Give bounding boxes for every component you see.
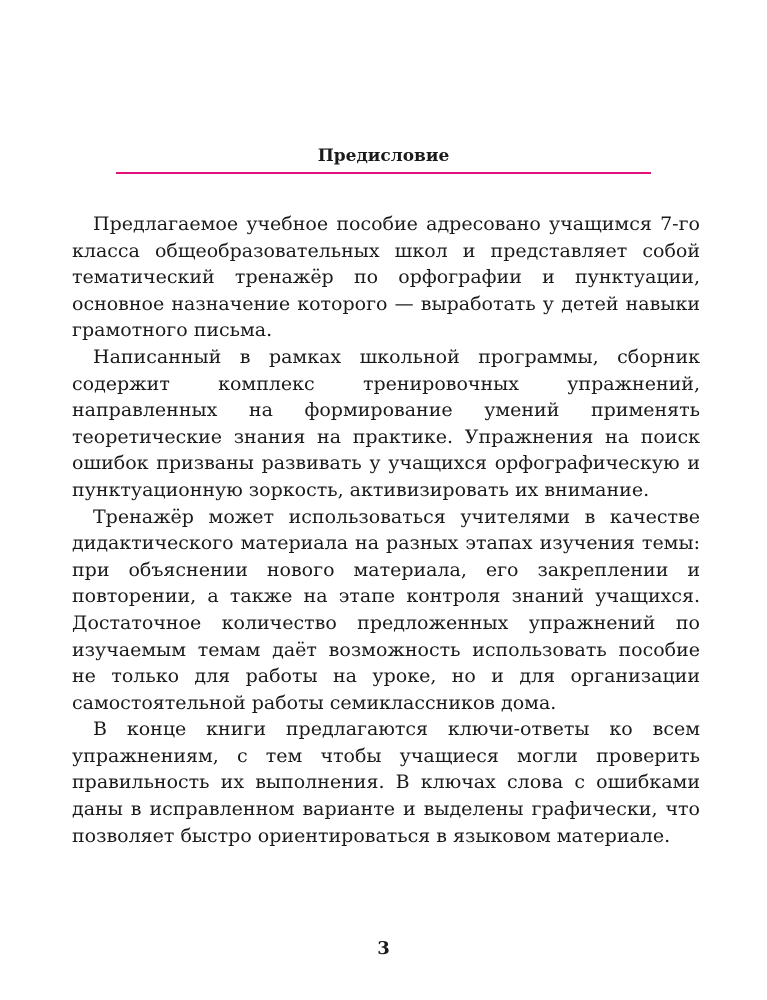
preface-body (72, 211, 700, 849)
paragraph-2: Написанный в рамках школьной программы, сборник содержит комплекс тренировочных упражнений, направленных на формирование умений применять теоретические знания на практике. Упражнения на поиск ошибок призваны развивать у учащихся орфографическую и пунктуационную зоркость, активизировать их внимание. (72, 345, 700, 501)
page-number: 3 (377, 938, 390, 959)
paragraph-4: В конце книги предлагаются ключи-ответы ко всем упражнениям, с тем чтобы учащиеся могли проверить правильность их выполнения. В ключах слова с ошибками даны в исправленном варианте и выделены графически, что позволяет быстро ориентироваться в языковом материале. (72, 718, 700, 847)
paragraph-3: Тренажёр может использоваться учителями в качестве дидактического материала на разных этапах изучения темы: при объяснении нового материала, его закреплении и повторении, а также на этапе контроля знаний учащихся. Достаточное количество предложенных упражнений по изучаемым темам даёт возможность использовать пособие не только для работы на уроке, но и для организации самостоятельной работы семиклассников дома. (72, 505, 700, 714)
page-title: Предисловие (317, 146, 450, 166)
paragraph-1: Предлагаемое учебное пособие адресовано учащимся 7-го класса общеобразовательных школ и представляет собой тематический тренажёр по орфографии и пунктуации, основное назначение которого — выработать у детей навыки грамотного письма. (72, 213, 700, 342)
title-underline (116, 172, 651, 174)
